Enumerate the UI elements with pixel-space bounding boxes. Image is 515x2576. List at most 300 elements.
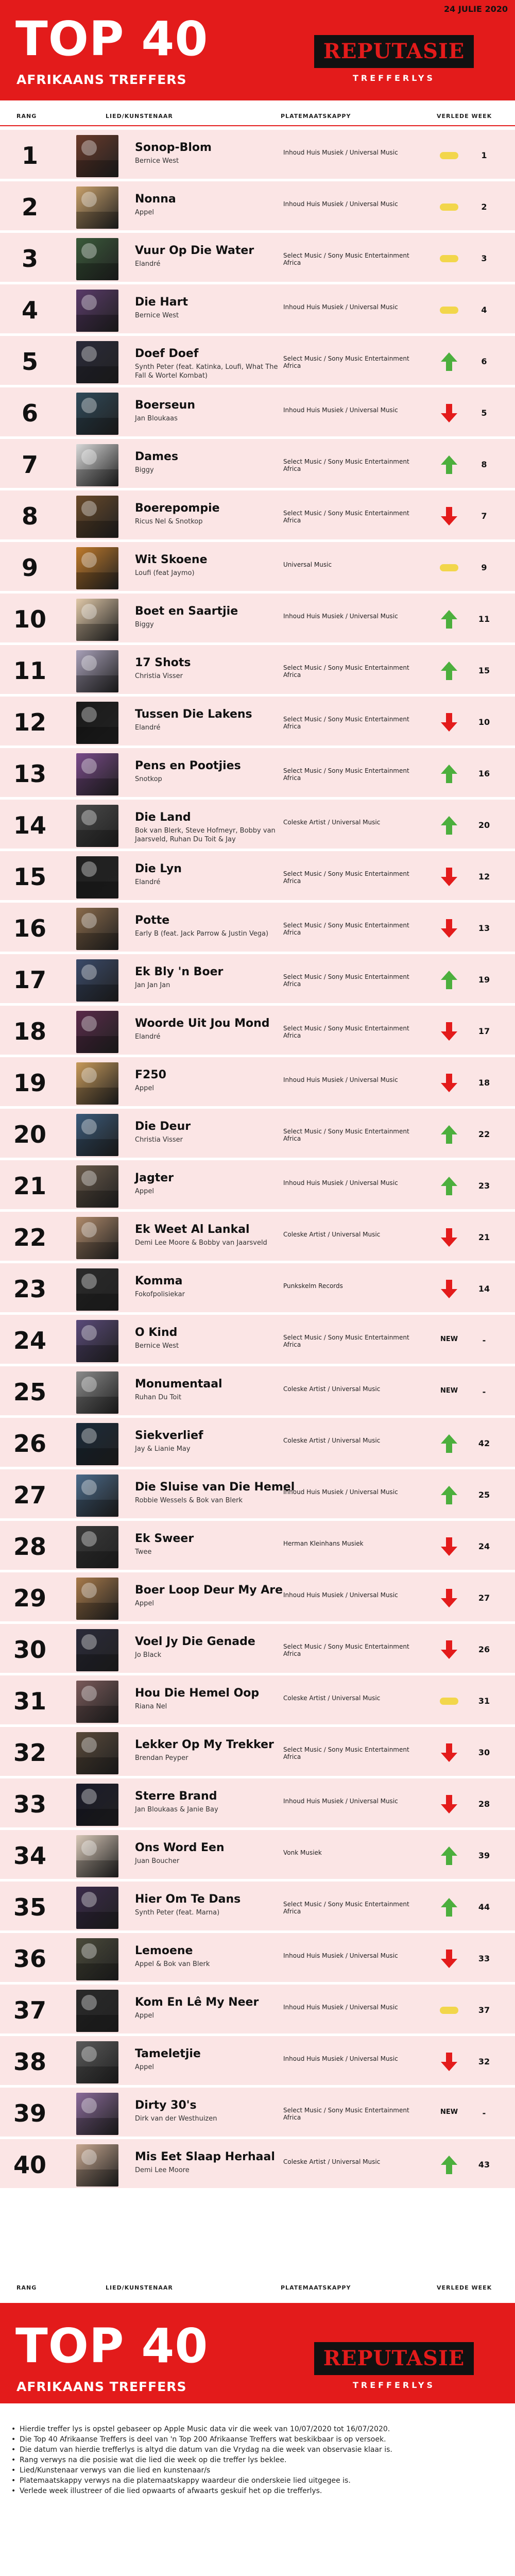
record-label: Coleske Artist / Universal Music xyxy=(283,2158,381,2165)
song-artist: Christia Visser xyxy=(135,1136,183,1144)
chart-entry-row xyxy=(0,1263,515,1315)
rank-number: 14 xyxy=(13,811,46,839)
record-label: Inhoud Huis Musiek / Universal Music xyxy=(283,1591,398,1599)
album-art xyxy=(76,1114,118,1156)
arrow-up-icon xyxy=(438,608,460,631)
song-title: O Kind xyxy=(135,1326,178,1339)
arrow-up-icon xyxy=(438,659,460,682)
song-artist: Bok van Blerk, Steve Hofmeyr, Bobby van Jaarsveld, Ruhan Du Toit & Jay xyxy=(135,827,276,843)
album-art-figure xyxy=(81,707,97,722)
album-art-shade xyxy=(76,263,118,280)
arrow-up-icon xyxy=(438,1484,460,1506)
album-art-figure xyxy=(81,810,97,825)
last-week-position: 8 xyxy=(481,460,487,469)
record-label: Inhoud Huis Musiek / Universal Music xyxy=(283,1952,398,1959)
notes-list xyxy=(10,2424,505,2496)
record-label: Select Music / Sony Music Entertainment Africa xyxy=(283,252,409,266)
song-title: 17 Shots xyxy=(135,656,191,669)
album-art-figure xyxy=(81,1067,97,1083)
album-art-figure xyxy=(81,1274,97,1289)
arrow-down-icon xyxy=(438,1741,460,1764)
record-label: Coleske Artist / Universal Music xyxy=(283,1694,381,1702)
rank-number: 22 xyxy=(13,1224,46,1251)
album-art xyxy=(76,290,118,332)
record-label: Inhoud Huis Musiek / Universal Music xyxy=(283,613,398,620)
rank-number: 13 xyxy=(13,760,46,788)
arrow-up-icon xyxy=(438,1123,460,1146)
album-art xyxy=(76,496,118,538)
song-artist: Juan Boucher xyxy=(135,1857,180,1865)
arrow-down-icon xyxy=(438,866,460,888)
record-label: Select Music / Sony Music Entertainment Africa xyxy=(283,922,409,936)
arrow-down-icon xyxy=(438,1278,460,1300)
song-title: Dames xyxy=(135,450,179,463)
song-artist: Bernice West xyxy=(135,312,179,319)
record-label: Select Music / Sony Music Entertainment Africa xyxy=(283,2107,409,2121)
rank-number: 35 xyxy=(13,1893,46,1921)
album-art xyxy=(76,856,118,899)
album-art-figure xyxy=(81,1171,97,1186)
chart-entry-row xyxy=(0,542,515,594)
note-item: • Die datum van hierdie trefferlys is altyd die datum van die Vrydag na die week van observasie klaar is. xyxy=(10,2445,505,2455)
song-title: Jagter xyxy=(135,1172,174,1184)
album-art xyxy=(76,702,118,744)
album-art-figure xyxy=(81,604,97,619)
last-week-position: 16 xyxy=(478,769,490,778)
arrow-up-icon xyxy=(438,1175,460,1197)
arrow-down-icon xyxy=(438,402,460,425)
chart-entry-row xyxy=(0,1212,515,1263)
record-label: Coleske Artist / Universal Music xyxy=(283,1231,381,1238)
album-art-shade xyxy=(76,778,118,795)
rank-number: 38 xyxy=(13,2048,46,2076)
album-art-shade xyxy=(76,830,118,847)
song-artist: Appel xyxy=(135,2063,154,2071)
chart-entry-row xyxy=(0,233,515,284)
chart-list xyxy=(0,130,515,2191)
song-title: Tameletjie xyxy=(135,2047,201,2060)
last-week-position: 33 xyxy=(478,1954,490,1963)
last-week-position: 1 xyxy=(481,150,487,160)
album-art xyxy=(76,1268,118,1311)
last-week-position: - xyxy=(482,1335,486,1345)
song-title: Boerseun xyxy=(135,399,195,412)
chart-entry-row xyxy=(0,490,515,542)
rank-number: 11 xyxy=(13,657,46,685)
last-week-position: 30 xyxy=(478,1748,490,1757)
album-art-shade xyxy=(76,2118,118,2135)
album-art-shade xyxy=(76,2066,118,2083)
chart-entry-row xyxy=(0,748,515,800)
album-art-shade xyxy=(76,1551,118,1568)
song-title: Monumentaal xyxy=(135,1378,222,1391)
album-art xyxy=(76,599,118,641)
chart-entry-row xyxy=(0,1006,515,1057)
arrow-down-icon xyxy=(438,1072,460,1094)
album-art-figure xyxy=(81,1325,97,1341)
album-art-figure xyxy=(81,140,97,156)
no-change-icon xyxy=(438,144,460,167)
column-label: PLATEMAATSKAPPY xyxy=(281,2284,351,2291)
album-art-figure xyxy=(81,861,97,877)
album-art-shade xyxy=(76,1912,118,1929)
record-label: Inhoud Huis Musiek / Universal Music xyxy=(283,1076,398,1083)
song-artist: Demi Lee Moore xyxy=(135,2166,190,2174)
arrow-down-icon xyxy=(438,1793,460,1816)
record-label: Punkskelm Records xyxy=(283,1282,343,1290)
album-art xyxy=(76,547,118,589)
song-artist: Bernice West xyxy=(135,157,179,165)
album-art-figure xyxy=(81,1119,97,1134)
record-label: Select Music / Sony Music Entertainment Africa xyxy=(283,1746,409,1760)
arrow-down-icon xyxy=(438,1638,460,1661)
chart-entry-row xyxy=(0,1933,515,1985)
chart-entry-row xyxy=(0,851,515,903)
chart-entry-row xyxy=(0,1624,515,1675)
rank-number: 34 xyxy=(13,1842,46,1870)
rank-number: 12 xyxy=(13,708,46,736)
last-week-position: 10 xyxy=(478,717,490,727)
rank-number: 39 xyxy=(13,2099,46,2127)
album-art-figure xyxy=(81,552,97,568)
note-item: • Hierdie treffer lys is opstel gebaseer op Apple Music data vir die week van 10/07/2020 tot 16/07/2020. xyxy=(10,2424,505,2434)
rank-number: 20 xyxy=(13,1121,46,1148)
song-title: Hou Die Hemel Oop xyxy=(135,1687,260,1700)
chart-entry-row xyxy=(0,1418,515,1469)
no-change-icon xyxy=(438,1999,460,2022)
album-art xyxy=(76,1629,118,1671)
footer-title: TOP 40 xyxy=(15,2318,209,2374)
song-artist: Loufi (feat Jaymo) xyxy=(135,569,195,577)
album-art-figure xyxy=(81,1892,97,1907)
last-week-position: 2 xyxy=(481,202,487,212)
chart-entry-row xyxy=(0,903,515,954)
rank-number: 9 xyxy=(21,554,38,582)
album-art-figure xyxy=(81,1995,97,2010)
record-label: Select Music / Sony Music Entertainment Africa xyxy=(283,973,409,988)
album-art xyxy=(76,1217,118,1259)
album-art-figure xyxy=(81,501,97,516)
album-art xyxy=(76,1887,118,1929)
album-art-shade xyxy=(76,1500,118,1517)
album-art xyxy=(76,1423,118,1465)
album-art xyxy=(76,1165,118,1208)
album-art-shade xyxy=(76,1603,118,1620)
song-artist: Jo Black xyxy=(135,1651,162,1659)
chart-entry-row xyxy=(0,1572,515,1624)
chart-date: 24 JULIE 2020 xyxy=(444,4,508,14)
song-title: Die Deur xyxy=(135,1120,191,1133)
album-art xyxy=(76,1062,118,1105)
song-artist: Elandré xyxy=(135,724,161,732)
song-artist: Ruhan Du Toit xyxy=(135,1394,182,1401)
last-week-position: 5 xyxy=(481,408,487,418)
album-art-figure xyxy=(81,1686,97,1701)
record-label: Select Music / Sony Music Entertainment Africa xyxy=(283,355,409,369)
album-art xyxy=(76,1990,118,2032)
album-art-shade xyxy=(76,315,118,332)
arrow-down-icon xyxy=(438,1226,460,1249)
last-week-position: 39 xyxy=(478,1851,490,1860)
album-art-shade xyxy=(76,1088,118,1105)
album-art xyxy=(76,1578,118,1620)
last-week-position: 21 xyxy=(478,1232,490,1242)
last-week-position: 24 xyxy=(478,1541,490,1551)
song-artist: Elandré xyxy=(135,878,161,886)
arrow-up-icon xyxy=(438,969,460,991)
column-footer xyxy=(0,2277,515,2298)
new-entry-badge: NEW xyxy=(440,2108,458,2116)
song-title: Boet en Saartjie xyxy=(135,605,238,618)
song-artist: Appel xyxy=(135,1084,154,1092)
rank-number: 26 xyxy=(13,1430,46,1458)
album-art-shade xyxy=(76,418,118,435)
column-rank: RANG xyxy=(16,2284,37,2291)
rank-number: 28 xyxy=(13,1533,46,1561)
song-title: Sterre Brand xyxy=(135,1790,217,1803)
song-title: Ek Weet Al Lankal xyxy=(135,1223,250,1236)
last-week-position: 7 xyxy=(481,511,487,521)
chart-entry-row xyxy=(0,1057,515,1109)
record-label: Coleske Artist / Universal Music xyxy=(283,819,381,826)
last-week-position: 25 xyxy=(478,1490,490,1500)
chart-entry-row xyxy=(0,1675,515,1727)
column-divider xyxy=(0,125,515,126)
no-change-icon xyxy=(438,299,460,321)
song-artist: Elandré xyxy=(135,1033,161,1041)
album-art-shade xyxy=(76,933,118,950)
no-change-icon xyxy=(438,247,460,270)
rank-number: 3 xyxy=(21,245,38,273)
note-item: • Lied/Kunstenaar verwys van die lied en kunstenaar/s xyxy=(10,2465,505,2476)
song-title: Die Hart xyxy=(135,296,188,309)
album-art-shade xyxy=(76,1294,118,1311)
last-week-position: 13 xyxy=(478,923,490,933)
last-week-position: 37 xyxy=(478,2005,490,2015)
album-art-figure xyxy=(81,2149,97,2165)
album-art-shade xyxy=(76,985,118,1002)
song-artist: Appel xyxy=(135,1600,154,1607)
song-title: Potte xyxy=(135,914,170,927)
song-artist: Christia Visser xyxy=(135,672,183,680)
album-art xyxy=(76,2093,118,2135)
song-artist: Appel & Bok van Blerk xyxy=(135,1960,210,1968)
album-art-shade xyxy=(76,675,118,692)
record-label: Select Music / Sony Music Entertainment Africa xyxy=(283,870,409,885)
song-artist: Snotkop xyxy=(135,775,162,783)
rank-number: 33 xyxy=(13,1790,46,1818)
song-title: Vuur Op Die Water xyxy=(135,244,254,257)
last-week-position: 20 xyxy=(478,820,490,830)
album-art-figure xyxy=(81,243,97,259)
rank-number: 31 xyxy=(13,1687,46,1715)
chart-entry-row xyxy=(0,954,515,1006)
song-title: Wit Skoene xyxy=(135,553,208,566)
last-week-position: - xyxy=(482,1387,486,1397)
last-week-position: 28 xyxy=(478,1799,490,1809)
last-week-position: 32 xyxy=(478,2057,490,2066)
album-art-figure xyxy=(81,1531,97,1547)
song-artist: Jan Jan Jan xyxy=(135,981,170,989)
record-label: Select Music / Sony Music Entertainment Africa xyxy=(283,767,409,782)
chart-entry-row xyxy=(0,130,515,181)
chart-entry-row xyxy=(0,1109,515,1160)
song-title: Tussen Die Lakens xyxy=(135,708,252,721)
rank-number: 19 xyxy=(13,1069,46,1097)
album-art xyxy=(76,187,118,229)
song-title: Lemoene xyxy=(135,1944,193,1957)
record-label: Vonk Musiek xyxy=(283,1849,322,1856)
song-artist: Bernice West xyxy=(135,1342,179,1350)
last-week-position: 3 xyxy=(481,253,487,263)
album-art-shade xyxy=(76,1036,118,1053)
arrow-up-icon xyxy=(438,1896,460,1919)
song-title: Nonna xyxy=(135,193,176,206)
album-art xyxy=(76,908,118,950)
record-label: Inhoud Huis Musiek / Universal Music xyxy=(283,1488,398,1496)
album-art xyxy=(76,805,118,847)
song-artist: Jay & Lianie May xyxy=(135,1445,191,1453)
song-artist: Synth Peter (feat. Marna) xyxy=(135,1909,220,1917)
song-title: Hier Om Te Dans xyxy=(135,1893,241,1906)
album-art-figure xyxy=(81,295,97,310)
chart-title: TOP 40 xyxy=(15,11,209,66)
chart-entry-row xyxy=(0,1985,515,2036)
chart-entry-row xyxy=(0,1830,515,1882)
brand-logo: REPUTASIE xyxy=(314,35,474,68)
new-entry-badge: NEW xyxy=(440,1335,458,1343)
arrow-down-icon xyxy=(438,1535,460,1558)
song-artist: Appel xyxy=(135,2012,154,2020)
chart-entry-row xyxy=(0,1160,515,1212)
record-label: Select Music / Sony Music Entertainment Africa xyxy=(283,458,409,472)
rank-number: 4 xyxy=(21,296,38,324)
last-week-position: 44 xyxy=(478,1902,490,1912)
arrow-up-icon xyxy=(438,1844,460,1867)
album-art-figure xyxy=(81,2046,97,2062)
footer-brand-subtitle: TREFFERLYS xyxy=(352,2380,436,2390)
album-art-shade xyxy=(76,160,118,177)
song-title: F250 xyxy=(135,1069,166,1081)
footer-banner xyxy=(0,2303,515,2403)
column-last-week: VERLEDE WEEK xyxy=(437,113,492,120)
album-art-shade xyxy=(76,1809,118,1826)
last-week-position: 14 xyxy=(478,1284,490,1294)
album-art-shade xyxy=(76,1963,118,1980)
album-art xyxy=(76,2144,118,2187)
chart-entry-row xyxy=(0,1521,515,1572)
song-artist: Elandré xyxy=(135,260,161,268)
rank-number: 24 xyxy=(13,1327,46,1354)
song-title: Komma xyxy=(135,1275,183,1287)
last-week-position: 19 xyxy=(478,975,490,985)
record-label: Inhoud Huis Musiek / Universal Music xyxy=(283,406,398,414)
chart-entry-row xyxy=(0,439,515,490)
song-artist: Riana Nel xyxy=(135,1703,167,1710)
chart-entry-row xyxy=(0,181,515,233)
album-art-shade xyxy=(76,2015,118,2032)
album-art-shade xyxy=(76,469,118,486)
column-header xyxy=(0,106,515,126)
song-title: Die Lyn xyxy=(135,862,182,875)
album-art-shade xyxy=(76,1860,118,1877)
rank-number: 2 xyxy=(21,193,38,221)
song-artist: Twee xyxy=(135,1548,152,1556)
song-title: Pens en Pootjies xyxy=(135,759,241,772)
album-art-figure xyxy=(81,913,97,928)
song-title: Boerepompie xyxy=(135,502,220,515)
last-week-position: 42 xyxy=(478,1438,490,1448)
column-last-week: VERLEDE WEEK xyxy=(437,2284,492,2291)
album-art xyxy=(76,1681,118,1723)
album-art-shade xyxy=(76,1448,118,1465)
chart-entry-row xyxy=(0,336,515,387)
album-art-shade xyxy=(76,212,118,229)
song-title: Die Land xyxy=(135,811,191,824)
song-artist: Fokofpolisiekar xyxy=(135,1291,185,1298)
no-change-icon xyxy=(438,196,460,218)
song-artist: Appel xyxy=(135,1188,154,1195)
last-week-position: 18 xyxy=(478,1078,490,1088)
note-item: • Verlede week illustreer of die lied opwaarts of afwaarts geskuif het op die trefferlys. xyxy=(10,2486,505,2496)
album-art xyxy=(76,1526,118,1568)
chart-entry-row xyxy=(0,284,515,336)
arrow-down-icon xyxy=(438,1947,460,1970)
album-art xyxy=(76,650,118,692)
record-label: Inhoud Huis Musiek / Universal Music xyxy=(283,1179,398,1187)
album-art xyxy=(76,959,118,1002)
chart-entry-row xyxy=(0,1882,515,1933)
album-art-shade xyxy=(76,727,118,744)
rank-number: 27 xyxy=(13,1481,46,1509)
album-art xyxy=(76,135,118,177)
record-label: Select Music / Sony Music Entertainment Africa xyxy=(283,716,409,730)
album-art xyxy=(76,1835,118,1877)
album-art-shade xyxy=(76,624,118,641)
rank-number: 8 xyxy=(21,502,38,530)
arrow-up-icon xyxy=(438,350,460,373)
rank-number: 32 xyxy=(13,1739,46,1767)
album-art xyxy=(76,238,118,280)
song-title: Ek Bly 'n Boer xyxy=(135,965,224,978)
album-art-figure xyxy=(81,758,97,774)
rank-number: 30 xyxy=(13,1636,46,1664)
rank-number: 40 xyxy=(13,2151,46,2179)
arrow-down-icon xyxy=(438,1587,460,1609)
note-item: • Platemaatskappy verwys na die platemaatskappy waardeur die onderskeie lied uitgegee is. xyxy=(10,2476,505,2486)
record-label: Inhoud Huis Musiek / Universal Music xyxy=(283,149,398,156)
last-week-position: 22 xyxy=(478,1129,490,1139)
chart-entry-row xyxy=(0,387,515,439)
record-label: Select Music / Sony Music Entertainment Africa xyxy=(283,510,409,524)
song-artist: Synth Peter (feat. Katinka, Loufi, What The Fall & Wortel Kombat) xyxy=(135,363,278,380)
album-art xyxy=(76,753,118,795)
song-title: Ons Word Een xyxy=(135,1841,225,1854)
song-artist: Jan Bloukaas xyxy=(135,415,178,422)
song-artist: Appel xyxy=(135,209,154,216)
album-art-figure xyxy=(81,1737,97,1753)
record-label: Inhoud Huis Musiek / Universal Music xyxy=(283,2004,398,2011)
album-art-figure xyxy=(81,1943,97,1959)
no-change-icon xyxy=(438,1690,460,1713)
song-artist: Early B (feat. Jack Parrow & Justin Vega) xyxy=(135,930,269,938)
album-art xyxy=(76,1938,118,1980)
album-art-shade xyxy=(76,1345,118,1362)
chart-entry-row xyxy=(0,594,515,645)
song-title: Voel Jy Die Genade xyxy=(135,1635,255,1648)
column-label: PLATEMAATSKAPPY xyxy=(281,113,351,120)
album-art xyxy=(76,1371,118,1414)
